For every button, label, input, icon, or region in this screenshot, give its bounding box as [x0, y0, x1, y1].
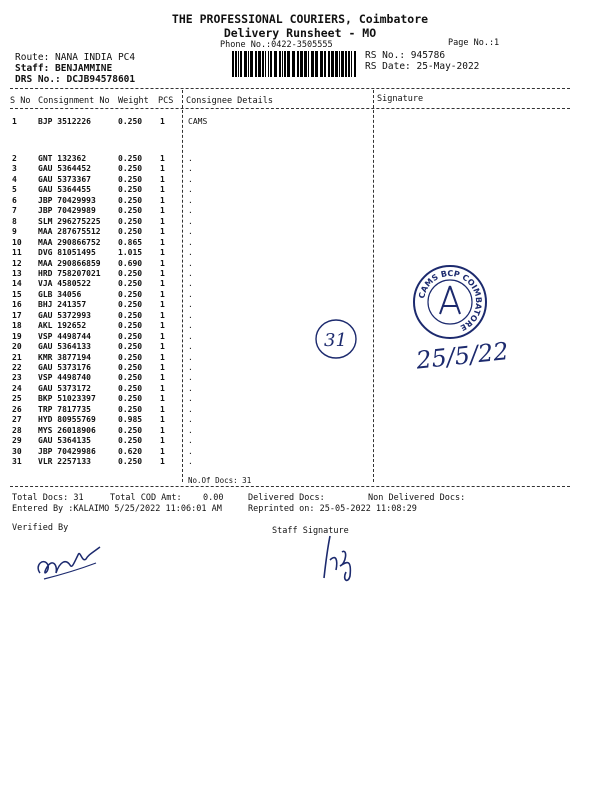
total-cod-label: Total COD Amt: — [110, 493, 182, 503]
cell-sno: 7 — [12, 206, 17, 216]
cell-sno: 12 — [12, 258, 22, 268]
cell-consignee: . — [188, 425, 193, 435]
col-sno: S No — [10, 96, 31, 106]
col-consignment: Consignment No — [38, 96, 110, 106]
cell-pcs: 1 — [160, 394, 165, 404]
cell-cons: VSP 4498744 — [38, 331, 91, 341]
cell-consignee: . — [188, 415, 193, 425]
cell-weight: 0.250 — [118, 216, 143, 226]
cell-cons: VLR 2257133 — [38, 457, 91, 467]
barcode-bar — [297, 51, 299, 77]
barcode-bar — [341, 51, 344, 77]
cell-weight: 0.250 — [118, 310, 143, 320]
cell-pcs: 1 — [160, 415, 165, 425]
cell-sno: 30 — [12, 446, 22, 456]
barcode-bar — [287, 51, 290, 77]
cell-weight: 0.250 — [118, 174, 143, 184]
total-cod-amount: 0.00 — [203, 493, 224, 503]
cell-weight: 0.250 — [118, 373, 143, 383]
col-signature: Signature — [377, 94, 424, 104]
cell-pcs: 1 — [160, 237, 165, 247]
cell-consignee: . — [188, 404, 193, 414]
cell-cons: GAU 5364133 — [38, 342, 91, 352]
rs-number: RS No.: 945786 — [365, 50, 446, 61]
cell-cons: VSP 4498740 — [38, 373, 91, 383]
cell-cons: GAU 5364455 — [38, 185, 91, 195]
cell-consignee: . — [188, 373, 193, 383]
cell-weight: 0.620 — [118, 446, 143, 456]
cell-sno: 8 — [12, 216, 17, 226]
cell-consignee: . — [188, 331, 193, 341]
barcode-bar — [348, 51, 350, 77]
cell-consignee: . — [188, 154, 193, 163]
cell-pcs: 1 — [160, 342, 165, 352]
cell-weight: 0.250 — [118, 363, 143, 372]
cell-consignee: . — [188, 352, 193, 362]
cell-weight: 0.250 — [118, 352, 143, 362]
cell-pcs: 1 — [160, 321, 165, 331]
cell-sno: 11 — [12, 248, 22, 258]
signature-divider — [373, 90, 374, 482]
barcode-bar — [300, 51, 303, 77]
cell-cons: JBP 70429993 — [38, 195, 96, 205]
cell-cons: BKP 51023397 — [38, 394, 96, 404]
cell-weight: 0.250 — [118, 117, 143, 126]
cell-sno: 2 — [12, 154, 17, 163]
cell-sno: 1 — [12, 117, 17, 126]
barcode-bar — [311, 51, 314, 77]
cell-consignee: . — [188, 237, 193, 247]
cell-sno: 28 — [12, 425, 22, 435]
cell-weight: 0.250 — [118, 394, 143, 404]
staff-label: Staff: BENJAMMINE — [15, 63, 113, 74]
cell-consignee: . — [188, 289, 193, 299]
cell-pcs: 1 — [160, 363, 165, 372]
barcode-bar — [265, 51, 266, 77]
cell-cons: TRP 7817735 — [38, 404, 91, 414]
barcode-bar — [258, 51, 261, 77]
cell-sno: 31 — [12, 457, 22, 467]
cell-pcs: 1 — [160, 117, 165, 126]
cell-pcs: 1 — [160, 352, 165, 362]
cell-sno: 6 — [12, 195, 17, 205]
barcode-bar — [315, 51, 318, 77]
cell-cons: GNT 132362 — [38, 154, 87, 163]
cell-weight: 0.865 — [118, 237, 143, 247]
cell-consignee: CAMS — [188, 117, 208, 126]
cell-weight: 0.250 — [118, 279, 143, 289]
header-rule-top — [10, 88, 570, 89]
cell-sno: 14 — [12, 279, 22, 289]
cell-sno: 16 — [12, 300, 22, 310]
cell-consignee: . — [188, 457, 193, 467]
staff-signature-label: Staff Signature — [272, 526, 349, 536]
cell-pcs: 1 — [160, 310, 165, 320]
cell-weight: 0.250 — [118, 227, 143, 237]
header-rule-bottom — [10, 108, 570, 109]
page-number: Page No.:1 — [448, 38, 500, 48]
consignee-divider — [182, 90, 183, 482]
barcode-bar — [279, 51, 281, 77]
cell-sno: 23 — [12, 373, 22, 383]
cell-consignee: . — [188, 363, 193, 372]
cell-consignee: . — [188, 164, 193, 174]
cell-pcs: 1 — [160, 164, 165, 174]
cell-weight: 0.250 — [118, 164, 143, 174]
cell-cons: BJP 3512226 — [38, 117, 91, 126]
handwritten-date — [410, 325, 550, 375]
cell-cons: VJA 4580522 — [38, 279, 91, 289]
cell-cons: MYS 26018906 — [38, 425, 96, 435]
cell-weight: 0.250 — [118, 321, 143, 331]
cell-consignee: . — [188, 174, 193, 184]
cell-pcs: 1 — [160, 206, 165, 216]
cell-cons: MAA 290866859 — [38, 258, 101, 268]
barcode-bar — [238, 51, 239, 77]
cell-pcs: 1 — [160, 258, 165, 268]
barcode-bar — [320, 51, 323, 77]
cell-weight: 0.250 — [118, 404, 143, 414]
cell-consignee: . — [188, 300, 193, 310]
cell-pcs: 1 — [160, 425, 165, 435]
barcode-bar — [354, 51, 356, 77]
cell-cons: AKL 192652 — [38, 321, 87, 331]
cell-consignee: . — [188, 436, 193, 446]
cell-sno: 9 — [12, 227, 17, 237]
cell-consignee: . — [188, 279, 193, 289]
route-label: Route: NANA INDIA PC4 — [15, 52, 136, 63]
cell-sno: 25 — [12, 394, 22, 404]
cell-pcs: 1 — [160, 195, 165, 205]
barcode-bar — [274, 51, 277, 77]
svg-text:25/5/22: 25/5/22 — [414, 337, 510, 375]
cell-cons: GAU 5373367 — [38, 174, 91, 184]
cell-weight: 0.250 — [118, 300, 143, 310]
cell-sno: 5 — [12, 185, 17, 195]
svg-text:31: 31 — [324, 330, 347, 351]
barcode-bar — [292, 51, 295, 77]
footer-rule — [10, 486, 570, 487]
cell-consignee: . — [188, 268, 193, 278]
cell-cons: JBP 70429989 — [38, 206, 96, 216]
svg-text:CAMS BCP COIMBATORE — [417, 269, 483, 332]
verified-by-label: Verified By — [12, 523, 69, 533]
cell-consignee: . — [188, 310, 193, 320]
cell-consignee: . — [188, 258, 193, 268]
cell-pcs: 1 — [160, 268, 165, 278]
cell-weight: 0.250 — [118, 331, 143, 341]
cell-cons: HRD 758207021 — [38, 268, 101, 278]
cell-pcs: 1 — [160, 373, 165, 383]
delivered-docs: Delivered Docs: — [248, 493, 325, 503]
cell-sno: 24 — [12, 383, 22, 393]
cell-pcs: 1 — [160, 446, 165, 456]
cell-pcs: 1 — [160, 154, 165, 163]
cell-cons: JBP 70429986 — [38, 446, 96, 456]
barcode-bar — [268, 51, 269, 77]
cell-sno: 18 — [12, 321, 22, 331]
phone-number: Phone No.:0422-3505555 — [220, 40, 333, 50]
cell-consignee: . — [188, 248, 193, 258]
cell-weight: 0.250 — [118, 383, 143, 393]
staff-signature — [310, 530, 370, 590]
barcode-bar — [232, 51, 234, 77]
cell-weight: 1.015 — [118, 248, 143, 258]
cell-cons: GAU 5364135 — [38, 436, 91, 446]
cell-pcs: 1 — [160, 383, 165, 393]
cell-cons: MAA 290866752 — [38, 237, 101, 247]
barcode-bar — [331, 51, 334, 77]
no-of-docs: No.Of Docs: 31 — [188, 476, 252, 485]
cell-pcs: 1 — [160, 457, 165, 467]
barcode-bar — [235, 51, 237, 77]
cell-consignee: . — [188, 185, 193, 195]
cell-consignee: . — [188, 206, 193, 216]
barcode — [232, 51, 358, 77]
non-delivered-docs: Non Delivered Docs: — [368, 493, 466, 503]
company-title: THE PROFESSIONAL COURIERS, Coimbatore — [171, 12, 429, 26]
cell-consignee: . — [188, 383, 193, 393]
cell-cons: GAU 5372993 — [38, 310, 91, 320]
cell-weight: 0.250 — [118, 289, 143, 299]
barcode-bar — [248, 51, 249, 77]
total-docs: Total Docs: 31 — [12, 493, 84, 503]
barcode-bar — [328, 51, 330, 77]
cell-consignee: . — [188, 227, 193, 237]
cell-weight: 0.250 — [118, 268, 143, 278]
cell-cons: GAU 5373176 — [38, 363, 91, 372]
stamp-ring-text: CAMS BCP COIMBATORE — [417, 268, 484, 333]
rs-date: RS Date: 25-May-2022 — [365, 61, 480, 72]
cell-consignee: . — [188, 195, 193, 205]
cell-cons: GAU 5373172 — [38, 383, 91, 393]
cell-sno: 27 — [12, 415, 22, 425]
reprinted-on: Reprinted on: 25-05-2022 11:08:29 — [248, 504, 417, 514]
cell-cons: SLM 296275225 — [38, 216, 101, 226]
cell-pcs: 1 — [160, 300, 165, 310]
cell-pcs: 1 — [160, 331, 165, 341]
verifier-signature — [30, 535, 110, 585]
cell-weight: 0.690 — [118, 258, 143, 268]
handwritten-count — [312, 316, 362, 362]
cell-sno: 15 — [12, 289, 22, 299]
cell-pcs: 1 — [160, 248, 165, 258]
cell-sno: 19 — [12, 331, 22, 341]
cell-sno: 13 — [12, 268, 22, 278]
cell-weight: 0.985 — [118, 415, 143, 425]
cell-pcs: 1 — [160, 216, 165, 226]
cell-sno: 29 — [12, 436, 22, 446]
cell-consignee: . — [188, 446, 193, 456]
runsheet-title: Delivery Runsheet - MO — [223, 26, 377, 40]
cell-cons: HYD 80955769 — [38, 415, 96, 425]
cell-sno: 21 — [12, 352, 22, 362]
barcode-bar — [270, 51, 272, 77]
barcode-bar — [351, 51, 352, 77]
cell-cons: KMR 3877194 — [38, 352, 91, 362]
cell-pcs: 1 — [160, 227, 165, 237]
barcode-bar — [339, 51, 340, 77]
cell-weight: 0.250 — [118, 185, 143, 195]
cell-consignee: . — [188, 321, 193, 331]
cell-weight: 0.250 — [118, 436, 143, 446]
col-consignee: Consignee Details — [186, 96, 273, 106]
cell-weight: 0.250 — [118, 425, 143, 435]
barcode-bar — [240, 51, 242, 77]
barcode-bar — [345, 51, 347, 77]
barcode-graphic — [232, 51, 358, 77]
cell-sno: 22 — [12, 363, 22, 372]
barcode-bar — [262, 51, 264, 77]
cell-sno: 17 — [12, 310, 22, 320]
barcode-bar — [244, 51, 247, 77]
cell-consignee: . — [188, 342, 193, 352]
cell-consignee: . — [188, 394, 193, 404]
cell-pcs: 1 — [160, 436, 165, 446]
cell-weight: 0.250 — [118, 154, 143, 163]
barcode-bar — [308, 51, 309, 77]
barcode-bar — [304, 51, 307, 77]
cell-weight: 0.250 — [118, 195, 143, 205]
cell-sno: 10 — [12, 237, 22, 247]
barcode-bar — [335, 51, 338, 77]
cell-sno: 3 — [12, 164, 17, 174]
barcode-bar — [255, 51, 257, 77]
barcode-bar — [324, 51, 326, 77]
cell-cons: GLB 34056 — [38, 289, 82, 299]
cell-cons: GAU 5364452 — [38, 164, 91, 174]
drs-number: DRS No.: DCJB94578601 — [15, 74, 136, 85]
barcode-bar — [282, 51, 283, 77]
cell-pcs: 1 — [160, 185, 165, 195]
cell-cons: BHJ 241357 — [38, 300, 87, 310]
cell-sno: 4 — [12, 174, 17, 184]
cell-cons: DVG 81051495 — [38, 248, 96, 258]
barcode-bar — [250, 51, 253, 77]
cell-consignee: . — [188, 216, 193, 226]
cell-sno: 26 — [12, 404, 22, 414]
cell-cons: MAA 287675512 — [38, 227, 101, 237]
cell-pcs: 1 — [160, 279, 165, 289]
col-weight: Weight — [118, 96, 149, 106]
cell-weight: 0.250 — [118, 342, 143, 352]
cell-pcs: 1 — [160, 289, 165, 299]
entered-by: Entered By :KALAIMO 5/25/2022 11:06:01 AM — [12, 504, 222, 514]
cell-sno: 20 — [12, 342, 22, 352]
cell-pcs: 1 — [160, 404, 165, 414]
barcode-bar — [284, 51, 286, 77]
cell-weight: 0.250 — [118, 206, 143, 216]
cell-weight: 0.250 — [118, 457, 143, 467]
cell-pcs: 1 — [160, 174, 165, 184]
col-pcs: PCS — [158, 96, 174, 106]
